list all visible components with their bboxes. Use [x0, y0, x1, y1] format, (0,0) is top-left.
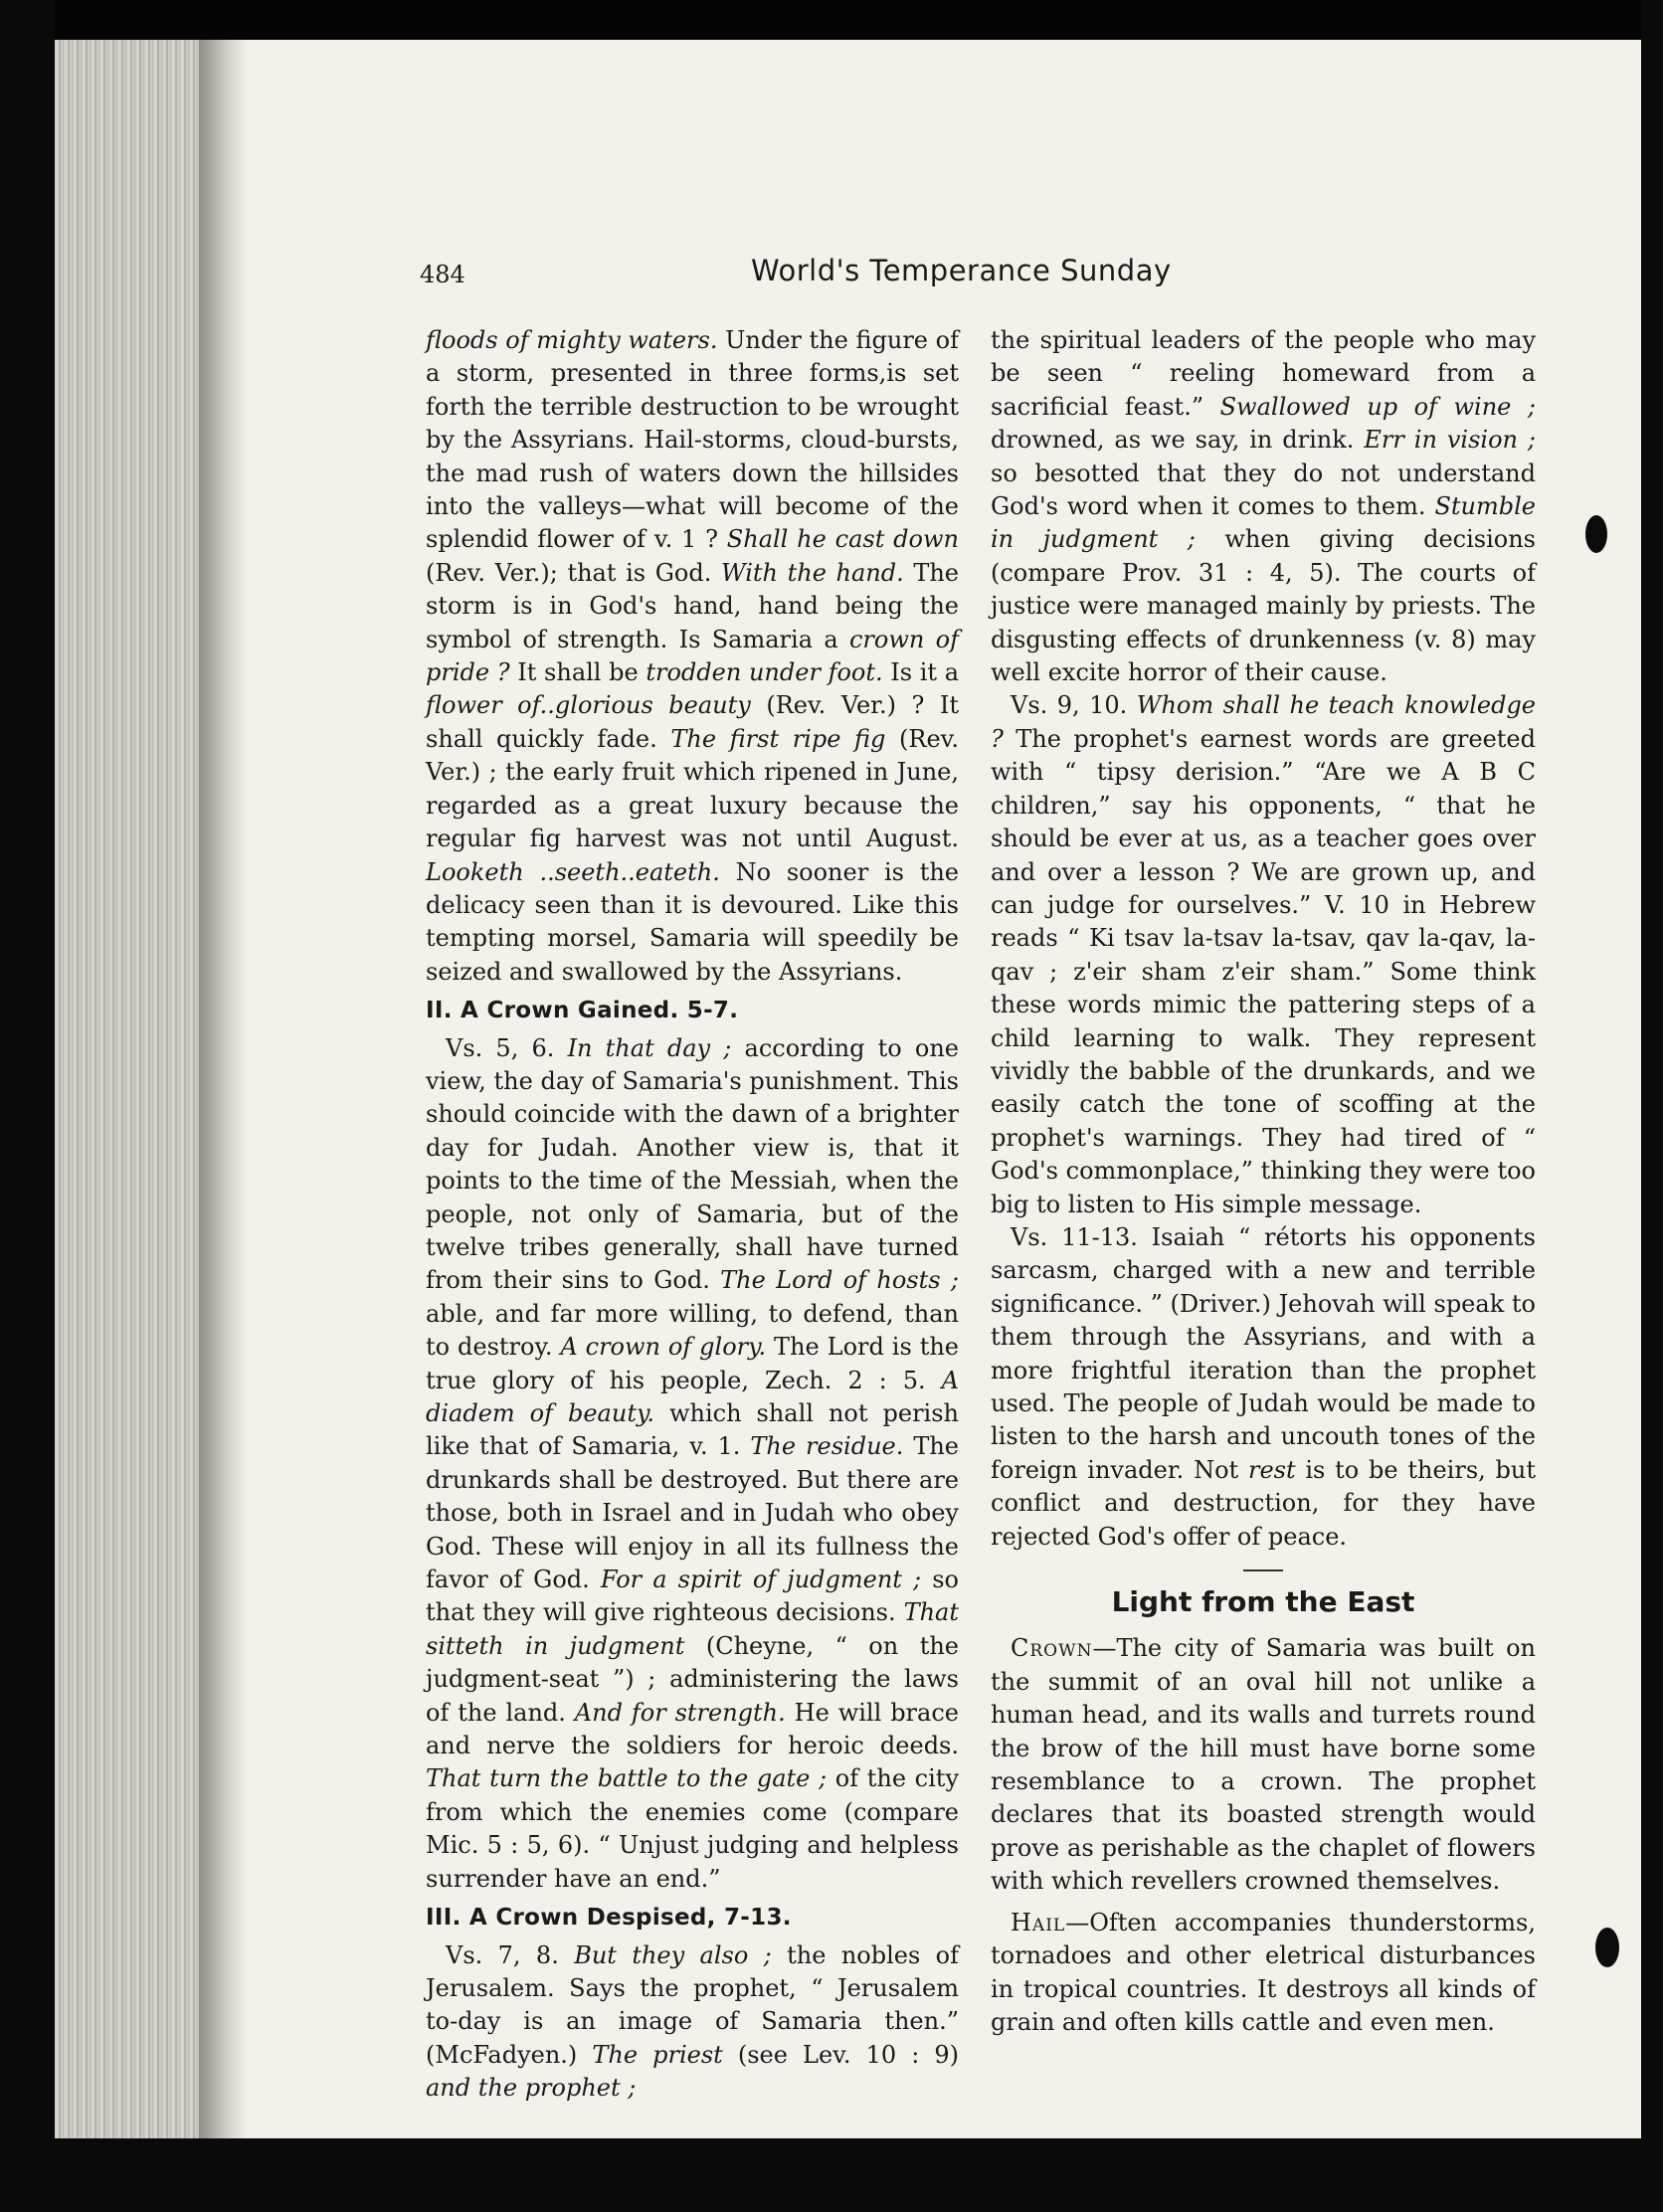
text-run: rest	[1247, 1455, 1296, 1484]
text-run: A diadem of beauty.	[426, 1366, 959, 1427]
text-run: so besotted that they do not understand God's word when it comes to them.	[991, 459, 1536, 521]
text-run: The Lord of hosts ;	[720, 1266, 959, 1295]
text-run: flower of..glorious beauty	[426, 691, 751, 720]
text-run: according to one view, the day of Samaria's punishment. This should coincide with the dawn of a brighter day for Judah. Another view is, that it points to the time of the Messiah, when the people, not only of Samaria, but of the twelve tribes generally, shall have turned from their sins to God.	[426, 1033, 960, 1295]
text-run: —The city of Samaria was built on the summit of an oval hill not unlike a human head, and its walls and turrets round the brow of the hill must have borne some resemblance to a crown. The prophet declares that its boasted strength would prove as perishable as the chaplet of flowers with which revellers crowned themselves.	[991, 1634, 1536, 1896]
left-paragraph-3	[426, 1939, 959, 2106]
right-paragraph-3	[991, 1221, 1536, 1554]
book-gutter-shadow	[199, 40, 249, 2138]
text-run: Vs. 11-13. Isaiah “ rétorts his opponents sarcasm, charged with a new and terrible significance. ” (Driver.) Jehovah will speak to them through the Assyrians, and with a more frightful iteration than the prophet used. The people of Judah would be made to listen to the harsh and uncouth tones of the foreign invader. Not	[991, 1222, 1536, 1484]
scan-border-bottom	[0, 2138, 1663, 2212]
text-run: The drunkards shall be destroyed. But there are those, both in Israel and in Judah who obey God. These will enjoy in all its fullness the favor of God.	[426, 1432, 959, 1594]
text-run: For a spirit of judgment ;	[600, 1566, 922, 1594]
right-column	[991, 324, 1536, 2039]
text-run: Is it a	[882, 658, 960, 687]
text-run: the spiritual leaders of the people who may be seen “ reeling homeward from a sacrificial feast.”	[991, 326, 1536, 421]
text-run: is to be theirs, but conflict and destruction, for they have rejected God's offer of peace.	[991, 1455, 1537, 1551]
text-run: so that they will give righteous decisions.	[426, 1566, 959, 1627]
text-run: able, and far more willing, to defend, than to destroy.	[426, 1299, 959, 1362]
text-run: when giving decisions (compare Prov. 31 : 4, 5). The courts of justice were managed mainly by priests. The disgusting effects of drunkenness (v. 8) may well excite horror of their cause.	[991, 525, 1536, 687]
text-run: The Lord is the true glory of his people, Zech. 2 : 5.	[426, 1333, 960, 1394]
punch-hole-top	[1585, 515, 1607, 553]
text-run: The residue.	[750, 1432, 904, 1461]
section-heading-light-from-the-east: Light from the East	[1111, 1585, 1415, 1619]
text-run: But they also ;	[574, 1940, 772, 1969]
text-run: Under the figure of a storm, presented in three forms,is set forth the terrible destruction to be wrought by the Assyrians. Hail-storms, cloud-bursts, the mad rush of waters down the hillsides into the valleys—what will become of the splendid flower of v. 1 ?	[426, 326, 959, 554]
right-paragraph-2	[991, 689, 1536, 1221]
scan-border-left	[0, 0, 55, 2212]
text-run: floods of mighty waters.	[426, 326, 718, 354]
text-run: Stumble in judgment ;	[991, 492, 1536, 554]
left-paragraph-1	[426, 324, 959, 989]
text-run: Vs. 5, 6.	[446, 1033, 568, 1062]
text-run: drowned, as we say, in drink.	[991, 426, 1365, 455]
text-run: of the city from which the enemies come (compare Mic. 5 : 5, 6). “ Unjust judging and helpless surrender have an end.”	[426, 1764, 959, 1893]
text-run: With the hand.	[720, 558, 904, 587]
text-run: Vs. 7, 8.	[446, 1940, 575, 1969]
page-number: 484	[420, 261, 465, 288]
text-run: Vs. 9, 10.	[1011, 691, 1137, 720]
text-run: The prophet's earnest words are greeted with “ tipsy derision.” “Are we A B C children,” say his opponents, “ that he should be ever at us, as a teacher goes over and over a lesson ? We are grown up, and can judge for ourselves.” V. 10 in Hebrew reads “ Ki tsav la-tsav la-tsav, qav la-qav, la-qav ; z'eir sham z'eir sham.” Some think these words mimic the pattering steps of a child learning to walk. They represent vividly the babble of the drunkards, and we easily catch the tone of scoffing at the prophet's warnings. They had tired of “ God's commonplace,” thinking they were too big to listen to His simple message.	[991, 724, 1536, 1218]
hail-note	[991, 1907, 1536, 2040]
note-label: Crown	[1011, 1634, 1093, 1663]
punch-hole-bottom	[1595, 1928, 1619, 1967]
text-run: And for strength.	[574, 1698, 786, 1727]
crown-note	[991, 1632, 1536, 1898]
left-paragraph-2	[426, 1032, 959, 1897]
text-run: (Rev. Ver.); that is God.	[426, 558, 721, 587]
text-run: (Rev. Ver.) ; the early fruit which ripened in June, regarded as a great luxury because the regular fig harvest was not until August.	[426, 724, 959, 853]
text-run: Looketh ..seeth..eateth.	[426, 857, 720, 886]
text-run: No sooner is the delicacy seen than it is devoured. Like this tempting morsel, Samaria will speedily be seized and swallowed by the Assyrians.	[426, 857, 959, 986]
text-run: which shall not perish like that of Samaria, v. 1.	[426, 1399, 959, 1461]
scan-border-top	[0, 0, 1663, 40]
text-run: —Often accompanies thunderstorms, tornadoes and other eletrical disturbances in tropical countries. It destroys all kinds of grain and often kills cattle and even men.	[991, 1908, 1536, 2036]
text-run: That turn the battle to the gate ;	[426, 1764, 828, 1793]
text-run: (Cheyne, “ on the judgment-seat ”) ; administering the laws of the land.	[426, 1631, 960, 1727]
text-run: the nobles of Jerusalem. Says the prophet, “ Jerusalem to-day is an image of Samaria then.” (McFadyen.)	[426, 1940, 959, 2069]
running-head: World's Temperance Sunday	[751, 254, 1172, 287]
text-run: Swallowed up of wine ;	[1219, 392, 1536, 421]
text-run: The first ripe fig	[670, 724, 886, 753]
right-paragraph-1	[991, 324, 1536, 689]
text-run: In that day ;	[567, 1033, 732, 1062]
text-run: (Rev. Ver.) ? It shall quickly fade.	[426, 691, 959, 753]
text-run: That sitteth in judgment	[426, 1598, 959, 1660]
text-run: (see Lev. 10 : 9)	[722, 2040, 959, 2069]
text-run: It shall be	[509, 658, 647, 687]
note-label: Hail	[1011, 1908, 1066, 1936]
text-run: crown of pride ?	[426, 625, 960, 687]
section-divider	[1243, 1569, 1283, 1571]
text-run: The priest	[592, 2040, 723, 2069]
text-run: Shall he cast down	[726, 525, 959, 554]
text-run: Err in vision ;	[1364, 426, 1537, 455]
text-run: The storm is in God's hand, hand being the symbol of strength. Is Samaria a	[426, 558, 959, 653]
left-column	[426, 324, 959, 2106]
section-heading-crown-despised: III. A Crown Despised, 7-13.	[426, 1905, 792, 1932]
text-run: A crown of glory.	[560, 1333, 767, 1362]
section-heading-crown-gained: II. A Crown Gained. 5-7.	[426, 998, 739, 1024]
text-run: trodden under foot.	[646, 658, 883, 687]
text-run: Whom shall he teach knowledge ?	[991, 691, 1537, 753]
scan-border-right	[1641, 0, 1663, 2212]
text-run: He will brace and nerve the soldiers for heroic deeds.	[426, 1698, 959, 1760]
text-run: and the prophet ;	[426, 2074, 637, 2103]
